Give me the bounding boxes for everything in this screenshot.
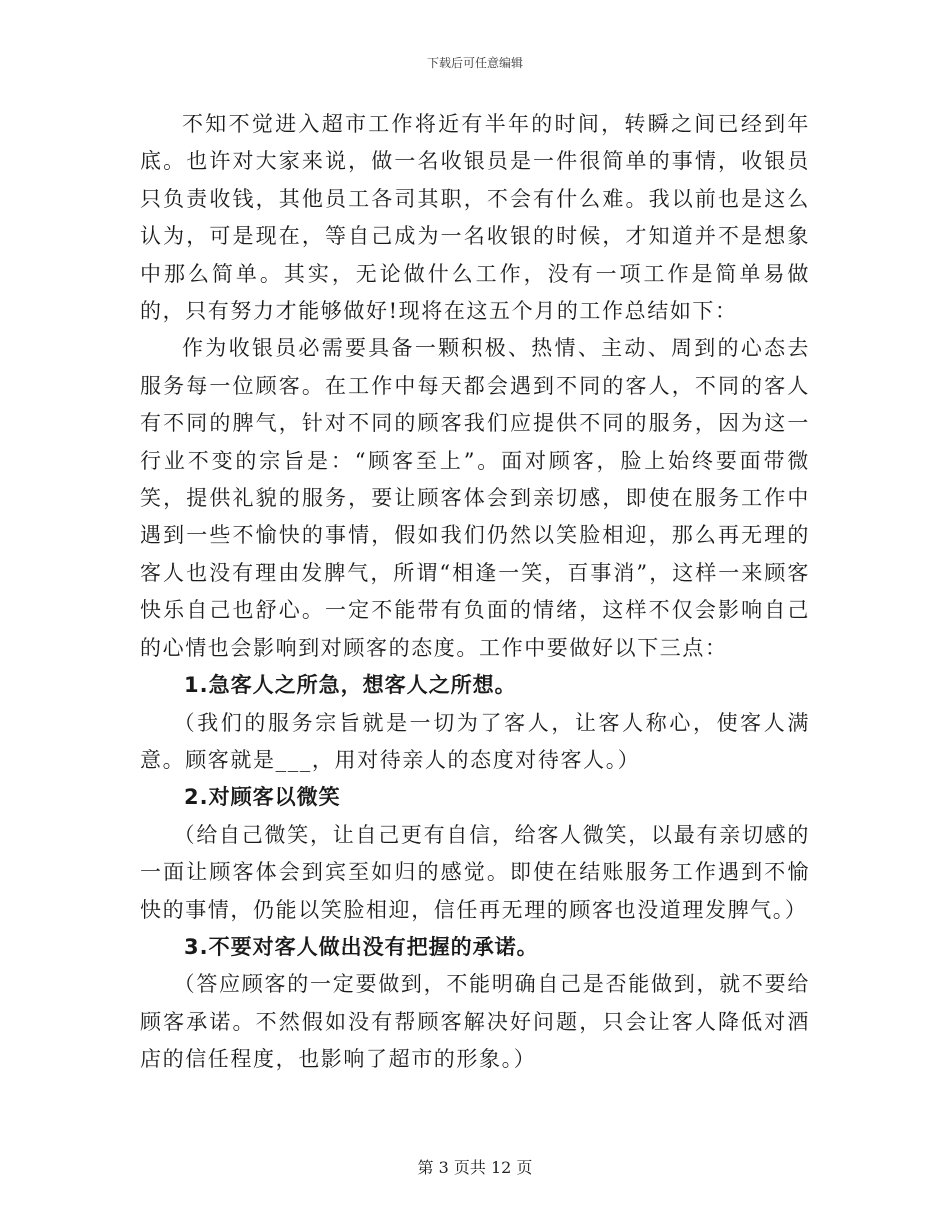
paragraph-intro: 不知不觉进入超市工作将近有半年的时间，转瞬之间已经到年底。也许对大家来说，做一名收银员是一件很简单的事情，收银员只负责收钱，其他员工各司其职，不会有什么难。我以前也是这么认为，可是现在，等自己成为一名收银的时候，才知道并不是想象中那么简单。其实，无论做什么工作，没有一项工作是简单易做的，只有努力才能够做好!现将在这五个月的工作总结如下： — [140, 112, 810, 324]
point-3-heading: 3.不要对客人做出没有把握的承诺。 — [184, 934, 539, 959]
paragraph-cashier-attitude: 作为收银员必需要具备一颗积极、热情、主动、周到的心态去服务每一位顾客。在工作中每天都会遇到不同的客人，不同的客人有不同的脾气，针对不同的顾客我们应提供不同的服务，因为这一行业不变的宗旨是：“顾客至上”。面对顾客，脸上始终要面带微笑，提供礼貌的服务，要让顾客体会到亲切感，即使在服务工作中遇到一些不愉快的事情，假如我们仍然以笑脸相迎，那么再无理的客人也没有理由发脾气，所谓“相逢一笑，百事消”，这样一来顾客快乐自己也舒心。一定不能带有负面的情绪，这样不仅会影响自己的心情也会影响到对顾客的态度。工作中要做好以下三点： — [140, 336, 810, 660]
page-footer: 第 3 页共 12 页 — [417, 1158, 533, 1177]
point-3-body: （答应顾客的一定要做到，不能明确自己是否能做到，就不要给顾客承诺。不然假如没有帮顾客解决好问题，只会让客人降低对酒店的信任程度，也影响了超市的形象。） — [140, 972, 810, 1072]
point-1-body: （我们的服务宗旨就是一切为了客人，让客人称心，使客人满意。顾客就是___，用对待亲人的态度对待客人。） — [140, 710, 810, 772]
page-header: 下载后可任意编辑 — [426, 56, 523, 70]
point-2-body: （给自己微笑，让自己更有自信，给客人微笑，以最有亲切感的一面让顾客体会到宾至如归的感觉。即使在结账服务工作遇到不愉快的事情，仍能以笑脸相迎，信任再无理的顾客也没道理发脾气。） — [140, 822, 810, 922]
document-body — [140, 106, 810, 1079]
point-1-heading: 1.急客人之所急，想客人之所想。 — [184, 673, 517, 698]
point-2-heading: 2.对顾客以微笑 — [184, 785, 341, 810]
